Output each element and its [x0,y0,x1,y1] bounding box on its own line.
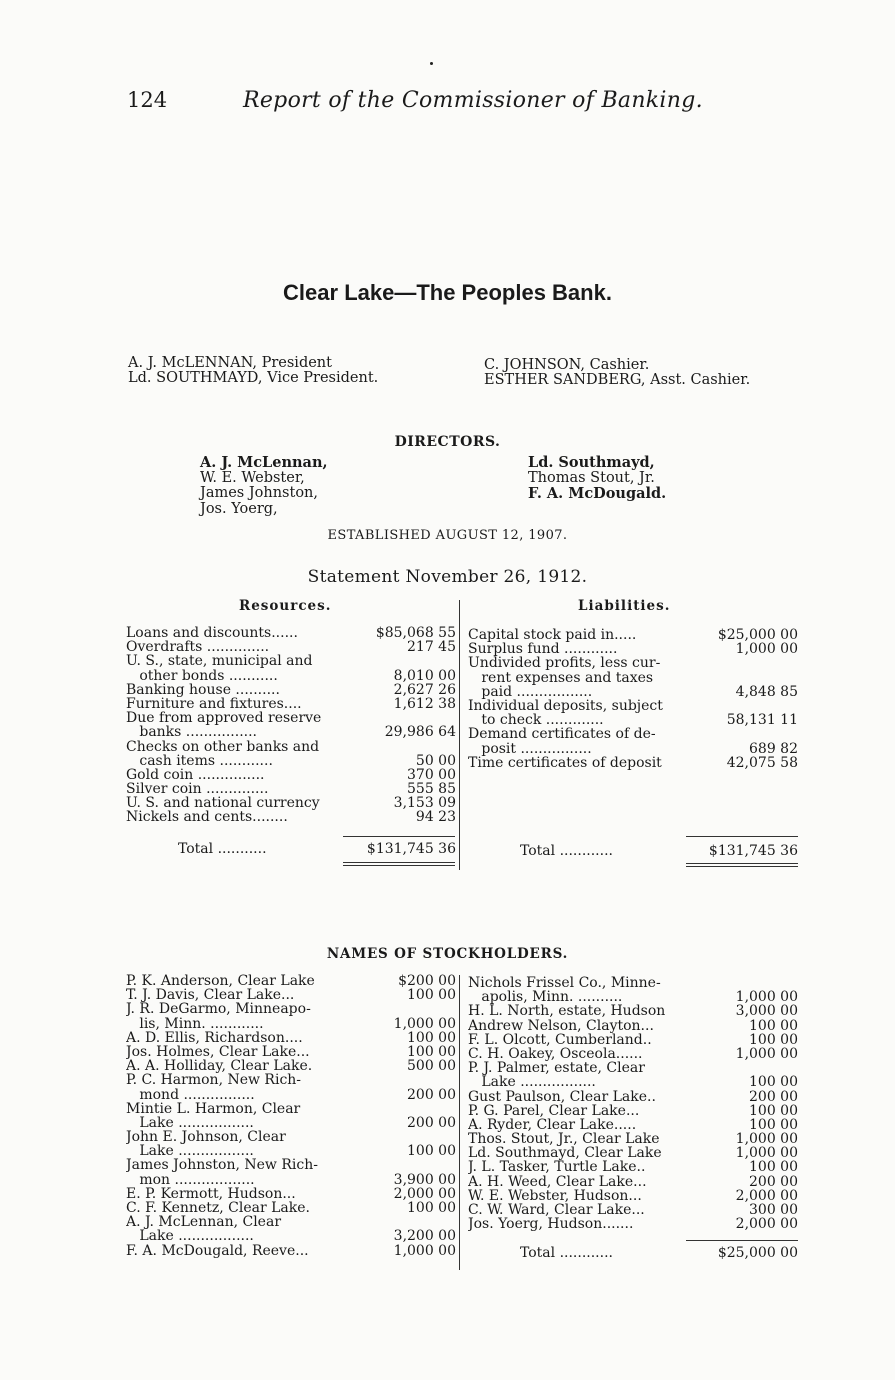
liabilities-double-rule [686,866,798,867]
row-amount: 500 00 [407,1058,456,1075]
row-amount: 50 00 [415,752,456,769]
director: Ld. Southmayd, [528,454,655,471]
director: Thomas Stout, Jr. [528,469,655,486]
row-amount: 1,000 00 [735,1131,798,1148]
table-row [468,685,798,699]
row-label: Gold coin ............... [126,767,265,783]
row-amount: 217 45 [407,639,456,656]
row-amount: 2,000 00 [393,1185,456,1202]
row-amount [348,711,456,725]
row-amount: 1,000 00 [393,1015,456,1032]
row-label: cash items ............ [126,753,273,768]
table-row [126,782,456,796]
table-row [468,756,798,770]
bank-title: Clear Lake—The Peoples Bank. [283,280,612,305]
row-amount: 100 00 [407,1043,456,1060]
row-label: Thos. Stout, Jr., Clear Lake [468,1132,660,1147]
table-row [126,669,456,683]
table-row [126,683,456,697]
liabilities-table [468,628,798,770]
row-amount: 8,010 00 [393,667,456,684]
table-row [468,1160,798,1174]
table-row [468,1189,798,1203]
row-label: P. K. Anderson, Clear Lake [126,974,315,989]
row-label: W. E. Webster, Hudson... [468,1188,642,1203]
page-number: 124 [127,88,168,112]
row-label: Checks on other banks and [126,739,320,754]
row-label: Lake ................. [126,1144,254,1159]
table-row [468,699,798,713]
row-amount: 1,612 38 [393,695,456,712]
row-label: Capital stock paid in..... [468,628,637,643]
row-amount: 100 00 [749,1116,798,1133]
row-amount: 1,000 00 [393,1242,456,1259]
table-row [126,697,456,711]
liabilities-total-row [468,844,798,858]
table-row [126,810,456,824]
row-amount [348,1002,456,1016]
row-amount [690,727,798,741]
row-label: P. J. Palmer, estate, Clear [468,1061,645,1076]
row-label: A. A. Holliday, Clear Lake. [126,1059,313,1074]
row-amount: 1,000 00 [735,989,798,1006]
liabilities-double-rule [686,863,798,864]
row-label: U. S., state, municipal and [126,654,313,669]
row-amount: 29,986 64 [384,724,456,741]
row-label: Nichols Frissel Co., Minne- [468,976,661,991]
stockholders-heading: NAMES OF STOCKHOLDERS. [326,946,569,962]
row-amount: 94 23 [415,809,456,826]
row-label: F. A. McDougald, Reeve... [126,1243,309,1258]
resources-total-row [126,842,456,856]
stockholders-total-label: Total ............ [520,1246,613,1261]
table-row [468,1118,798,1132]
liabilities-total-label: Total ............ [520,844,613,859]
row-amount: 3,000 00 [735,1003,798,1020]
officers-left [128,356,378,386]
row-label: to check ............. [468,713,604,728]
table-row [126,1059,456,1073]
statement-title: Statement November 26, 1912. [307,567,588,587]
row-label: rent expenses and taxes [468,670,654,685]
table-row [126,1201,456,1215]
row-label: Lake ................. [126,1115,254,1131]
row-label: A. J. McLennan, Clear [126,1215,282,1230]
row-label: Lake ................. [468,1075,596,1090]
stockholders-total-amount: $25,000 00 [717,1245,798,1261]
row-amount: 2,627 26 [393,681,456,698]
row-amount: 1,000 00 [735,1145,798,1162]
row-label: Individual deposits, subject [468,698,663,714]
directors-left [200,455,328,517]
table-row [468,713,798,727]
row-label: C. F. Kennetz, Clear Lake. [126,1201,310,1216]
row-amount [690,976,798,990]
row-amount: 200 00 [407,1114,456,1131]
table-row [468,1047,798,1061]
stockholders-right-table [468,976,798,1231]
officer-president: A. J. McLENNAN, President [128,355,332,371]
row-label: banks ................ [126,725,257,740]
row-amount: 200 00 [749,1088,798,1105]
table-row [468,1019,798,1033]
resources-heading: Resources. [239,598,332,614]
table-row [126,1244,456,1258]
row-label: Jos. Holmes, Clear Lake... [126,1044,310,1060]
officers-right [484,358,750,388]
row-label: James Johnston, New Rich- [126,1158,318,1173]
row-label: T. J. Davis, Clear Lake... [126,988,295,1003]
row-label: U. S. and national currency [126,796,320,811]
table-row [126,1229,456,1243]
row-label: C. H. Oakey, Osceola...... [468,1046,643,1062]
row-label: Surplus fund ............ [468,642,618,657]
director: A. J. McLennan, [200,454,328,471]
row-label: Ld. Southmayd, Clear Lake [468,1146,662,1161]
row-label: Due from approved reserve [126,711,322,726]
row-amount: 2,000 00 [735,1187,798,1204]
table-row [126,988,456,1002]
table-row [126,796,456,810]
row-amount: 100 00 [407,1143,456,1160]
running-title: Report of the Commissioner of Banking. [243,88,703,113]
row-label: Overdrafts .............. [126,640,270,655]
row-amount [690,1061,798,1075]
row-label: paid ................. [468,684,593,699]
table-row [126,1045,456,1059]
table-row [126,754,456,768]
table-row [468,990,798,1004]
table-row [468,742,798,756]
row-label: J. R. DeGarmo, Minneapo- [126,1002,311,1017]
table-row [468,628,798,642]
row-amount [690,699,798,713]
row-amount: 100 00 [749,1031,798,1048]
row-label: P. C. Harmon, New Rich- [126,1073,302,1088]
row-amount: 100 00 [749,1017,798,1034]
row-label: A. H. Weed, Clear Lake... [468,1174,647,1189]
table-row [468,1132,798,1146]
table-row [126,1144,456,1158]
row-amount [348,740,456,754]
table-row [126,1088,456,1102]
row-label: F. L. Olcott, Cumberland.. [468,1032,652,1047]
row-amount: 4,848 85 [735,683,798,700]
resources-total-amount: $131,745 36 [366,841,456,857]
row-amount: $25,000 00 [717,627,798,643]
row-label: Time certificates of deposit [468,755,662,770]
table-row [468,656,798,670]
row-amount: 689 82 [749,740,798,757]
table-row [468,1203,798,1217]
table-row [468,671,798,685]
row-amount: 100 00 [749,1159,798,1176]
directors-right [528,455,666,502]
table-row [126,626,456,640]
row-label: apolis, Minn. .......... [468,990,623,1005]
table-row [126,740,456,754]
table-row [468,1033,798,1047]
table-row [468,1146,798,1160]
resources-table [126,626,456,825]
row-label: J. L. Tasker, Turtle Lake.. [468,1160,646,1175]
row-amount: 200 00 [749,1173,798,1190]
row-label: Silver coin .............. [126,782,269,797]
row-amount [690,656,798,670]
table-row [126,1102,456,1116]
row-amount [348,1158,456,1172]
row-amount [348,1130,456,1144]
table-row [468,1090,798,1104]
row-label: E. P. Kermott, Hudson... [126,1186,296,1201]
table-row [126,974,456,988]
table-row [126,768,456,782]
row-label: John E. Johnson, Clear [126,1130,286,1145]
stockholders-total-row [468,1246,798,1260]
row-amount: 100 00 [749,1102,798,1119]
row-label: mond ................ [126,1087,255,1102]
row-amount: 100 00 [407,1200,456,1216]
liabilities-total-rule [686,836,798,837]
row-amount: 1,000 00 [735,1045,798,1062]
row-amount: 370 00 [407,766,456,783]
row-amount: 100 00 [407,987,456,1004]
row-label: Undivided profits, less cur- [468,656,661,671]
row-label: Mintie L. Harmon, Clear [126,1101,301,1116]
row-label: other bonds ........... [126,668,278,683]
established-date: ESTABLISHED AUGUST 12, 1907. [327,528,568,543]
row-label: posit ................ [468,741,592,756]
row-amount: 2,000 00 [735,1216,798,1233]
row-label: H. L. North, estate, Hudson [468,1004,666,1019]
row-label: Lake ................. [126,1229,254,1244]
row-amount: 42,075 58 [726,754,798,771]
row-amount: $200 00 [398,973,456,989]
statement-divider [459,600,460,870]
row-amount: 100 00 [749,1074,798,1091]
row-label: mon .................. [126,1172,255,1187]
table-row [126,1073,456,1087]
row-label: P. G. Parel, Clear Lake... [468,1103,640,1118]
liabilities-heading: Liabilities. [578,598,671,614]
table-row [468,1104,798,1118]
director: Jos. Yoerg, [200,500,278,517]
table-row [126,1031,456,1045]
row-amount [348,1102,456,1116]
row-label: Banking house .......... [126,682,280,697]
table-row [468,1217,798,1231]
director: F. A. McDougald. [528,485,667,502]
table-row [468,642,798,656]
row-amount [690,671,798,685]
table-row [468,976,798,990]
resources-double-rule [343,862,455,863]
table-row [468,1004,798,1018]
table-row [126,1187,456,1201]
row-amount: 58,131 11 [726,712,798,729]
table-row [468,1061,798,1075]
row-amount [348,1215,456,1229]
row-label: lis, Minn. ............ [126,1016,264,1031]
row-label: Loans and discounts...... [126,626,298,641]
row-label: Jos. Yoerg, Hudson....... [468,1217,634,1232]
row-amount: 1,000 00 [735,641,798,658]
row-amount: 300 00 [749,1202,798,1218]
row-amount [348,1073,456,1087]
table-row [126,654,456,668]
row-label: Demand certificates of de- [468,727,656,742]
stockholders-left-table [126,974,456,1258]
row-amount: 3,900 00 [393,1171,456,1188]
stockholders-divider [459,975,460,1270]
row-amount: $85,068 55 [375,625,456,641]
table-row [468,727,798,741]
row-label: Furniture and fixtures.... [126,696,302,712]
table-row [468,1175,798,1189]
row-label: A. D. Ellis, Richardson.... [126,1030,303,1045]
table-row [126,1130,456,1144]
resources-total-rule [343,836,455,837]
row-label: A. Ryder, Clear Lake..... [468,1117,637,1133]
liabilities-total-amount: $131,745 36 [708,843,798,859]
table-row [126,1158,456,1172]
table-row [126,1017,456,1031]
table-row [468,1075,798,1089]
row-amount [348,654,456,668]
table-row [126,1116,456,1130]
row-amount: 3,200 00 [393,1228,456,1245]
row-amount: 555 85 [407,781,456,798]
table-row [126,1215,456,1229]
director: W. E. Webster, [200,469,305,486]
print-speck [430,62,433,65]
row-amount: 3,153 09 [393,795,456,812]
table-row [126,1002,456,1016]
row-amount: 100 00 [407,1029,456,1046]
officer-vice-president: Ld. SOUTHMAYD, Vice President. [128,370,379,386]
table-row [126,1173,456,1187]
row-label: C. W. Ward, Clear Lake... [468,1203,645,1218]
table-row [126,725,456,739]
officer-asst-cashier: ESTHER SANDBERG, Asst. Cashier. [484,372,751,388]
row-amount: 200 00 [407,1086,456,1103]
directors-heading: DIRECTORS. [394,434,501,450]
resources-total-label: Total ........... [178,842,267,857]
stockholders-total-rule [686,1240,798,1241]
row-label: Gust Paulson, Clear Lake.. [468,1089,656,1104]
table-row [126,640,456,654]
row-label: Nickels and cents........ [126,810,288,825]
officer-cashier: C. JOHNSON, Cashier. [484,357,650,373]
director: James Johnston, [200,485,319,501]
resources-double-rule [343,865,455,866]
row-label: Andrew Nelson, Clayton... [468,1018,654,1033]
table-row [126,711,456,725]
